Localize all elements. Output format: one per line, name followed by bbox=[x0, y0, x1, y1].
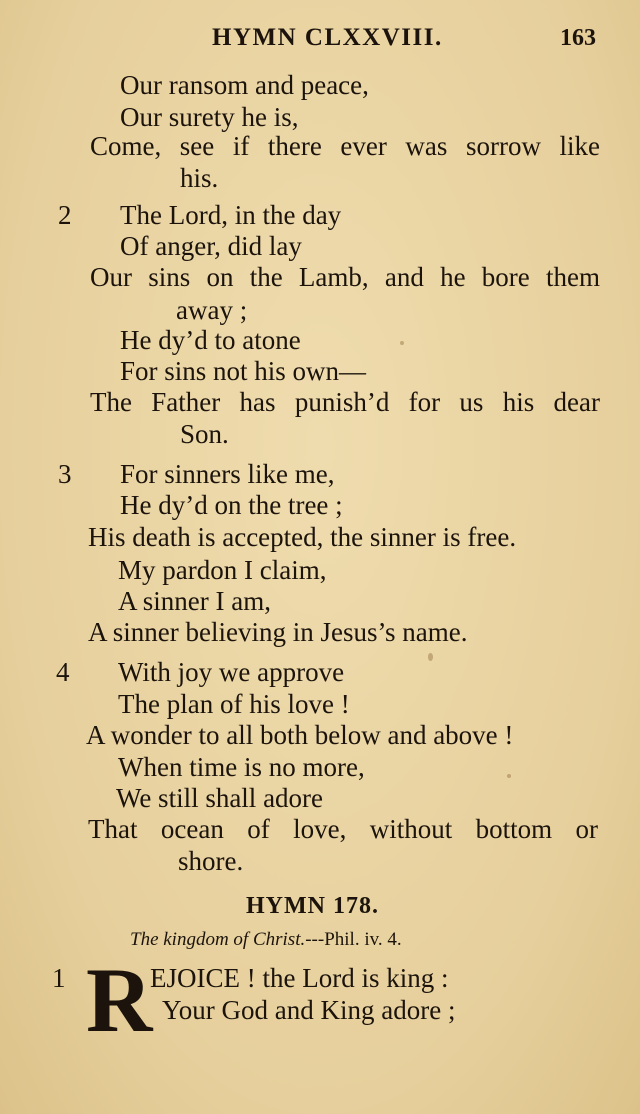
hymn-line: away ; bbox=[176, 295, 248, 325]
hymn-line: A sinner I am, bbox=[118, 586, 271, 616]
hymn-line: Our ransom and peace, bbox=[120, 70, 369, 100]
hymn-line: His death is accepted, the sinner is free. bbox=[88, 522, 517, 552]
page-number: 163 bbox=[560, 25, 596, 51]
scripture-reference: ---Phil. iv. 4. bbox=[305, 929, 402, 950]
hymn-line: That ocean of love, without bottom or bbox=[88, 814, 598, 844]
paper-blemish bbox=[400, 341, 404, 345]
hymn-line: He dy’d to atone bbox=[120, 325, 301, 355]
hymn-line: Of anger, did lay bbox=[120, 231, 302, 261]
running-header: HYMN CLXXVIII. bbox=[212, 24, 443, 51]
hymn-line: shore. bbox=[178, 846, 244, 876]
paper-blemish bbox=[428, 653, 433, 661]
hymn-line: We still shall adore bbox=[116, 783, 324, 813]
hymn-line: For sins not his own— bbox=[120, 356, 367, 386]
stanza-number: 1 bbox=[52, 963, 66, 993]
paper-blemish bbox=[507, 774, 511, 778]
hymn-line: A wonder to all both below and above ! bbox=[86, 720, 514, 750]
hymn-line: When time is no more, bbox=[118, 752, 365, 782]
hymn-subtitle bbox=[130, 929, 402, 951]
hymn-line: Come, see if there ever was sorrow like bbox=[90, 131, 600, 161]
hymn-line: Our sins on the Lamb, and he bore them bbox=[90, 262, 600, 292]
subtitle-theme: The kingdom of Christ. bbox=[130, 929, 306, 950]
stanza-number: 2 bbox=[58, 200, 72, 230]
hymn-title: HYMN 178. bbox=[246, 893, 379, 919]
hymn-line: The Lord, in the day bbox=[120, 200, 342, 230]
stanza-number: 4 bbox=[56, 657, 70, 687]
stanza-number: 3 bbox=[58, 459, 72, 489]
hymn-line: Son. bbox=[180, 419, 229, 449]
hymn-line: his. bbox=[180, 163, 219, 193]
hymn-line: Our surety he is, bbox=[120, 102, 299, 132]
hymn-line: With joy we approve bbox=[118, 657, 345, 687]
hymn-line: For sinners like me, bbox=[120, 459, 335, 489]
hymn-line: The plan of his love ! bbox=[118, 689, 350, 719]
hymn-line: A sinner believing in Jesus’s name. bbox=[88, 617, 468, 647]
hymn-line: He dy’d on the tree ; bbox=[120, 490, 343, 520]
hymn-line: The Father has punish’d for us his dear bbox=[90, 387, 600, 417]
hymn-line: Your God and King adore ; bbox=[162, 995, 456, 1025]
hymn-line: My pardon I claim, bbox=[118, 555, 327, 585]
drop-cap: R bbox=[86, 949, 153, 1051]
hymn-line: EJOICE ! the Lord is king : bbox=[150, 963, 449, 993]
